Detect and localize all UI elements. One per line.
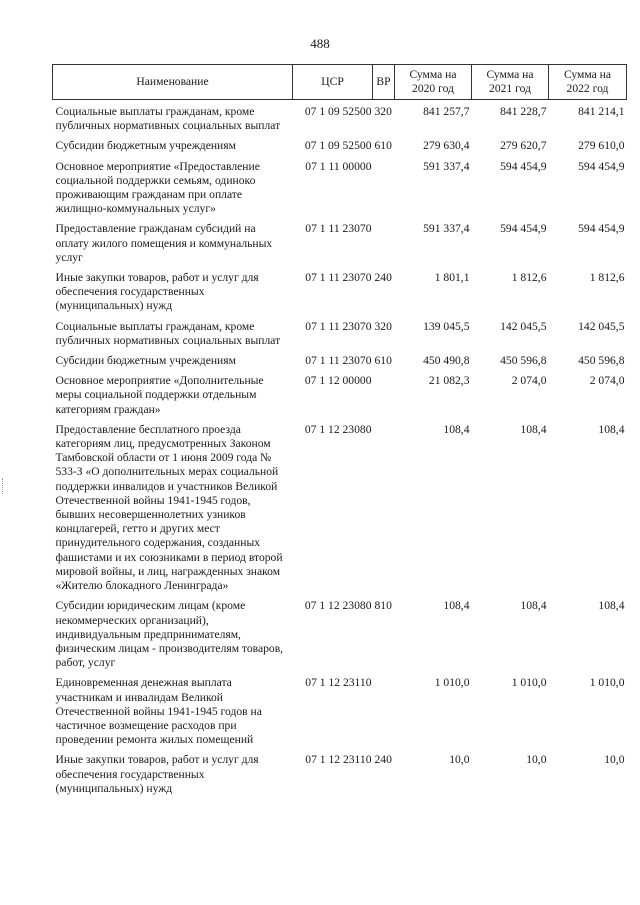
cell-sum-2021: 10,0 — [526, 753, 547, 767]
cell-sum-2020: 591 337,4 — [423, 159, 470, 173]
cell-sum-2020: 10,0 — [449, 753, 470, 767]
table-row — [53, 423, 627, 599]
cell-csr: 07 1 12 23110 — [305, 676, 372, 690]
table-body — [53, 100, 627, 802]
cell-name: Основное мероприятие «Дополнительные меры социальной поддержки отдельным категориям граждан» — [55, 374, 264, 416]
table-row — [53, 354, 627, 374]
cell-name: Социальные выплаты гражданам, кроме публичных нормативных социальных выплат — [55, 105, 281, 133]
table-header — [53, 65, 627, 100]
table-row — [53, 100, 627, 140]
cell-csr: 07 1 09 52500 — [304, 105, 372, 118]
cell-csr: 07 1 11 23070 — [305, 319, 372, 333]
header-row — [53, 65, 627, 100]
cell-sum-2022: 142 045,5 — [578, 319, 625, 333]
table-row — [53, 676, 627, 753]
cell-sum-2022: 279 610,0 — [578, 139, 625, 153]
table-row — [53, 753, 627, 802]
margin-mark — [2, 478, 7, 494]
cell-name: Субсидии бюджетным учреждениям — [55, 354, 236, 368]
cell-sum-2020: 279 630,4 — [423, 139, 470, 153]
table-row — [53, 139, 627, 159]
budget-table-container — [52, 64, 626, 802]
table-row — [53, 271, 627, 320]
cell-sum-2022: 2 074,0 — [589, 374, 625, 388]
cell-sum-2021: 594 454,9 — [500, 159, 547, 173]
header-sum-2022: Сумма на 2022 год — [549, 65, 627, 100]
cell-sum-2020: 591 337,4 — [423, 222, 470, 236]
cell-vr — [373, 160, 395, 223]
cell-name: Иные закупки товаров, работ и услуг для обеспечения государственных (муниципальных) нужд — [55, 271, 259, 313]
cell-csr: 07 1 12 00000 — [304, 374, 372, 388]
cell-csr: 07 1 11 23070 — [305, 354, 372, 368]
cell-sum-2020: 21 082,3 — [428, 374, 470, 388]
cell-sum-2021: 1 010,0 — [511, 676, 547, 690]
cell-vr: 320 — [374, 105, 392, 118]
cell-sum-2021: 594 454,9 — [500, 222, 547, 236]
cell-csr: 07 1 12 23110 — [305, 753, 372, 767]
cell-name: Предоставление гражданам субсидий на оплату жилого помещения и коммунальных услуг — [55, 222, 273, 264]
cell-vr — [373, 222, 395, 271]
cell-vr — [373, 423, 395, 599]
cell-sum-2020: 450 490,8 — [423, 354, 470, 368]
cell-sum-2022: 108,4 — [598, 422, 625, 436]
budget-table — [52, 64, 627, 802]
cell-csr: 07 1 11 23070 — [305, 222, 372, 236]
cell-sum-2021: 108,4 — [520, 422, 547, 436]
cell-sum-2020: 1 010,0 — [434, 676, 470, 690]
table-row — [53, 160, 627, 223]
cell-vr: 320 — [374, 319, 392, 333]
cell-sum-2022: 108,4 — [598, 599, 625, 613]
cell-vr: 240 — [374, 271, 392, 285]
cell-sum-2020: 841 257,7 — [423, 105, 470, 118]
header-csr: ЦСР — [293, 65, 373, 100]
cell-sum-2022: 10,0 — [604, 753, 625, 767]
cell-csr: 07 1 11 00000 — [305, 159, 372, 173]
cell-sum-2022: 1 812,6 — [589, 271, 625, 285]
cell-sum-2021: 1 812,6 — [511, 271, 547, 285]
cell-sum-2020: 139 045,5 — [423, 319, 470, 333]
cell-sum-2022: 594 454,9 — [578, 159, 625, 173]
header-sum-2020: Сумма на 2020 год — [395, 65, 472, 100]
cell-vr: 610 — [374, 139, 392, 153]
cell-sum-2020: 1 801,1 — [434, 271, 470, 285]
cell-csr: 07 1 09 52500 — [304, 139, 372, 153]
cell-name: Предоставление бесплатного проезда категориям лиц, предусмотренных Законом Тамбовской области от 1 июня 2009 года № 533-З «О дополнительных мерах социальной поддержки инвалидов и участников Великой Отечественной войны 1941-1945 годов, бывших несовершеннолетних узников концлагерей, гетто и других мест принудительного содержания, созданных фашистами и их союзниками в период второй мировой войны, и лиц, награжденных знаком «Жителю блокадного Ленинграда» — [55, 422, 283, 593]
cell-sum-2022: 594 454,9 — [578, 222, 625, 236]
page-number: 488 — [310, 36, 330, 51]
table-row — [53, 599, 627, 676]
cell-name: Иные закупки товаров, работ и услуг для обеспечения государственных (муниципальных) нужд — [55, 753, 259, 795]
cell-name: Социальные выплаты гражданам, кроме публичных нормативных социальных выплат — [55, 319, 281, 347]
table-row — [53, 320, 627, 354]
cell-vr: 240 — [374, 753, 392, 767]
cell-vr: 810 — [374, 599, 392, 613]
cell-csr: 07 1 12 23080 — [304, 422, 372, 436]
table-row — [53, 374, 627, 423]
cell-sum-2021: 2 074,0 — [511, 374, 547, 388]
header-vr: ВР — [373, 65, 395, 100]
cell-sum-2021: 450 596,8 — [500, 354, 547, 368]
cell-csr: 07 1 12 23080 — [304, 599, 372, 613]
cell-sum-2020: 108,4 — [443, 422, 470, 436]
cell-sum-2021: 142 045,5 — [500, 319, 547, 333]
header-name: Наименование — [53, 65, 293, 100]
cell-sum-2020: 108,4 — [443, 599, 470, 613]
cell-vr — [373, 374, 395, 423]
cell-vr: 610 — [374, 354, 392, 368]
cell-name: Субсидии юридическим лицам (кроме некоммерческих организаций), индивидуальным предпринимателям, физическим лицам - производителям товаров, работ, услуг — [55, 599, 284, 670]
table-row — [53, 222, 627, 271]
cell-name: Субсидии бюджетным учреждениям — [55, 139, 236, 153]
cell-sum-2022: 450 596,8 — [578, 354, 625, 368]
cell-sum-2022: 841 214,1 — [578, 105, 625, 118]
cell-sum-2021: 108,4 — [520, 599, 547, 613]
cell-csr: 07 1 11 23070 — [305, 271, 372, 285]
cell-sum-2021: 279 620,7 — [500, 139, 547, 153]
cell-vr — [373, 676, 395, 753]
cell-sum-2022: 1 010,0 — [589, 676, 625, 690]
cell-sum-2021: 841 228,7 — [500, 105, 547, 118]
header-sum-2021: Сумма на 2021 год — [472, 65, 549, 100]
cell-name: Основное мероприятие «Предоставление социальной поддержки семьям, одиноко проживающим гражданам при оплате жилищно-коммунальных услуг» — [55, 159, 260, 216]
cell-name: Единовременная денежная выплата участникам и инвалидам Великой Отечественной войны 1941-1945 годов на частичное возмещение расходов при проведении ремонта жилых помещений — [55, 676, 262, 747]
